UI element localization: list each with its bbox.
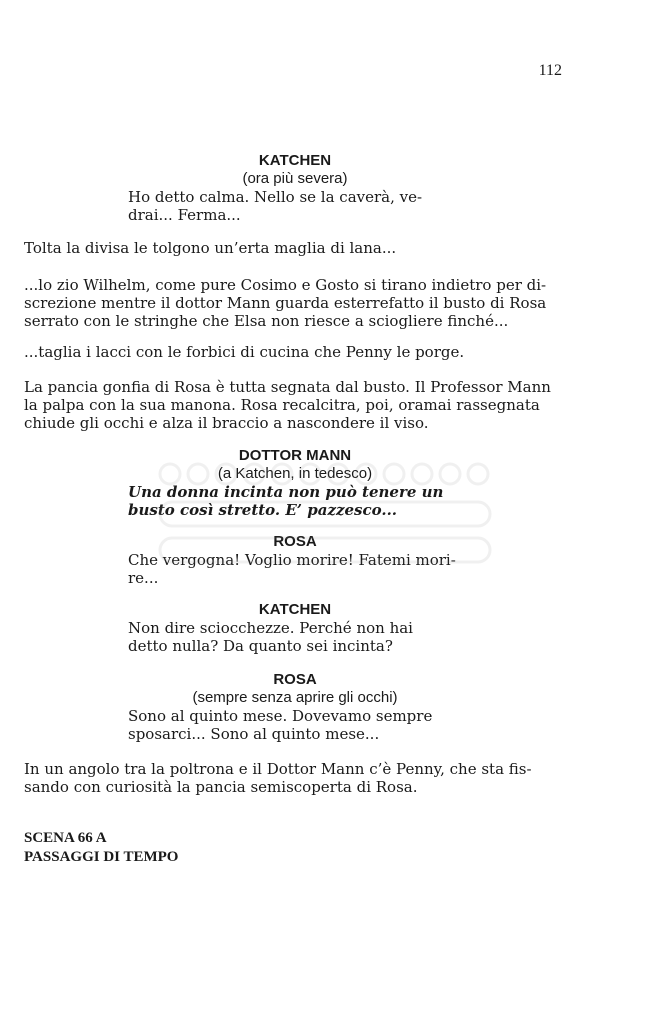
action-line: Tolta la divisa le tolgono un’erta maglia di lana... xyxy=(24,239,397,257)
action-line: ...lo zio Wilhelm, come pure Cosimo e Gosto si tirano indietro per di- xyxy=(24,276,547,294)
action-line: chiude gli occhi e alza il braccio a nascondere il viso. xyxy=(24,414,429,432)
action-line: In un angolo tra la poltrona e il Dottor Mann c’è Penny, che sta fis- xyxy=(24,760,532,778)
parenthetical: (ora più severa) xyxy=(242,170,348,187)
action-line: la palpa con la sua manona. Rosa recalcitra, poi, oramai rassegnata xyxy=(24,396,540,414)
parenthetical: (sempre senza aprire gli occhi) xyxy=(192,689,398,706)
dialogue-line: Che vergogna! Voglio morire! Fatemi mori- xyxy=(128,551,456,569)
action-line: sando con curiosità la pancia semiscoperta di Rosa. xyxy=(24,778,418,796)
action-line: serrato con le stringhe che Elsa non riesce a sciogliere finché... xyxy=(24,312,509,330)
dialogue-line: Una donna incinta non può tenere un xyxy=(128,483,444,501)
dialogue-line: re... xyxy=(128,569,159,587)
dialogue-line: Sono al quinto mese. Dovevamo sempre xyxy=(128,707,433,725)
dialogue-line: drai... Ferma... xyxy=(128,206,241,224)
dialogue-line: detto nulla? Da quanto sei incinta? xyxy=(128,637,393,655)
character-name: DOTTOR MANN xyxy=(238,447,352,464)
scene-title: PASSAGGI DI TEMPO xyxy=(24,849,179,865)
dialogue-line: busto così stretto. E’ pazzesco... xyxy=(128,501,398,519)
scene-number: SCENA 66 A xyxy=(24,830,107,846)
action-line: ...taglia i lacci con le forbici di cucina che Penny le porge. xyxy=(24,343,465,361)
action-line: La pancia gonfia di Rosa è tutta segnata dal busto. Il Professor Mann xyxy=(24,378,551,396)
action-paragraph-3 xyxy=(24,343,565,361)
action-paragraph-5 xyxy=(24,760,565,796)
dialogue-rosa-1 xyxy=(128,533,462,587)
dialogue-line: Non dire sciocchezze. Perché non hai xyxy=(128,619,413,637)
character-name: KATCHEN xyxy=(258,601,332,618)
parenthetical: (a Katchen, in tedesco) xyxy=(217,465,373,482)
dialogue-dottor-mann xyxy=(128,447,462,519)
action-paragraph-4 xyxy=(24,378,565,432)
dialogue-katchen-2 xyxy=(128,601,462,655)
dialogue-line: sposarci... Sono al quinto mese... xyxy=(128,725,380,743)
character-name: ROSA xyxy=(273,533,317,550)
action-paragraph-1 xyxy=(24,239,565,257)
dialogue-katchen-1 xyxy=(128,152,462,224)
action-line: screzione mentre il dottor Mann guarda esterrefatto il busto di Rosa xyxy=(24,294,547,312)
dialogue-line: Ho detto calma. Nello se la caverà, ve- xyxy=(128,188,423,206)
action-paragraph-2 xyxy=(24,276,565,330)
page-number: 112 xyxy=(538,62,562,79)
dialogue-rosa-2 xyxy=(128,671,462,743)
character-name: KATCHEN xyxy=(258,152,332,169)
character-name: ROSA xyxy=(273,671,317,688)
